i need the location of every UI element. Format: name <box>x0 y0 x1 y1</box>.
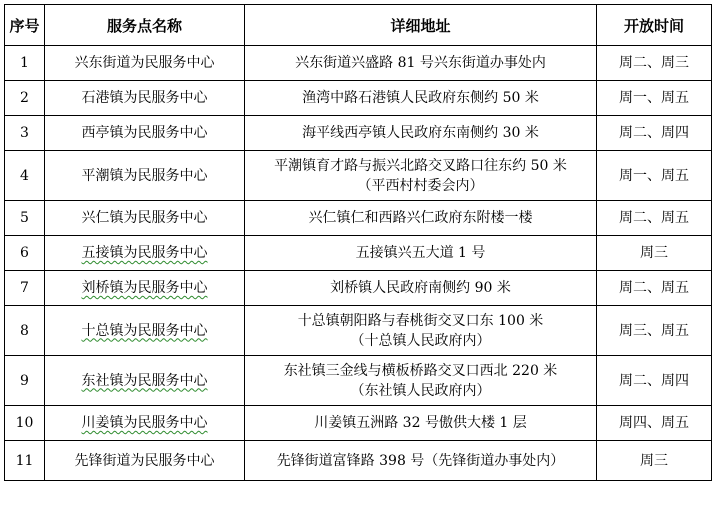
cell-address <box>245 406 597 441</box>
table-row <box>5 441 712 481</box>
address-line: （东社镇人民政府内） <box>350 382 491 399</box>
cell-address <box>245 356 597 406</box>
cell-no: 11 <box>5 441 45 481</box>
table-row <box>5 306 712 356</box>
table-row <box>5 236 712 271</box>
address-line: 十总镇朝阳路与春桃街交叉口东 100 米 <box>297 312 544 329</box>
cell-hours: 周二、周三 <box>597 46 712 81</box>
address-line: 海平线西亭镇人民政府东南侧约 30 米 <box>302 125 539 141</box>
service-point-name: 五接镇为民服务中心 <box>81 245 208 261</box>
cell-address <box>245 116 597 151</box>
table-row <box>5 406 712 441</box>
cell-name <box>45 356 245 406</box>
cell-hours: 周二、周四 <box>597 116 712 151</box>
service-point-name: 川姜镇为民服务中心 <box>81 415 208 431</box>
cell-name <box>45 236 245 271</box>
cell-no: 8 <box>5 306 45 356</box>
cell-hours: 周一、周五 <box>597 81 712 116</box>
service-point-name: 兴仁镇为民服务中心 <box>81 210 208 226</box>
address-line: 兴东街道兴盛路 81 号兴东街道办事处内 <box>295 55 546 71</box>
address-line: 兴仁镇仁和西路兴仁政府东附楼一楼 <box>308 210 533 226</box>
address-line: 平潮镇育才路与振兴北路交叉路口往东约 50 米 <box>274 157 567 174</box>
cell-no: 4 <box>5 151 45 201</box>
address-line: 渔湾中路石港镇人民政府东侧约 50 米 <box>302 90 539 106</box>
service-point-name: 石港镇为民服务中心 <box>81 90 208 106</box>
table-row <box>5 151 712 201</box>
cell-address <box>245 81 597 116</box>
cell-name <box>45 406 245 441</box>
address-line: 川姜镇五洲路 32 号傲供大楼 1 层 <box>314 415 527 431</box>
address-line: （平西村村委会内） <box>357 177 484 194</box>
cell-name <box>45 271 245 306</box>
table-row <box>5 116 712 151</box>
address-line: 五接镇兴五大道 1 号 <box>355 245 486 261</box>
cell-hours: 周三 <box>597 236 712 271</box>
header-no: 序号 <box>5 5 45 46</box>
cell-address <box>245 46 597 81</box>
service-point-name: 东社镇为民服务中心 <box>81 372 208 389</box>
header-row <box>5 5 712 46</box>
cell-no: 2 <box>5 81 45 116</box>
service-point-name: 平潮镇为民服务中心 <box>81 167 208 184</box>
service-points-table <box>4 4 712 481</box>
cell-no: 5 <box>5 201 45 236</box>
cell-hours: 周二、周五 <box>597 201 712 236</box>
header-address: 详细地址 <box>245 5 597 46</box>
cell-address <box>245 151 597 201</box>
cell-address <box>245 441 597 481</box>
cell-name <box>45 81 245 116</box>
address-line: 东社镇三金线与横板桥路交叉口西北 220 米 <box>283 362 558 379</box>
address-line: 刘桥镇人民政府南侧约 90 米 <box>330 280 511 296</box>
cell-no: 3 <box>5 116 45 151</box>
cell-no: 9 <box>5 356 45 406</box>
service-point-name: 先锋街道为民服务中心 <box>74 452 215 469</box>
cell-no: 6 <box>5 236 45 271</box>
service-point-name: 十总镇为民服务中心 <box>81 322 208 339</box>
cell-address <box>245 306 597 356</box>
table-row <box>5 46 712 81</box>
header-hours: 开放时间 <box>597 5 712 46</box>
service-point-name: 兴东街道为民服务中心 <box>74 55 215 71</box>
cell-name <box>45 116 245 151</box>
table-row <box>5 356 712 406</box>
cell-hours: 周二、周五 <box>597 271 712 306</box>
cell-no: 7 <box>5 271 45 306</box>
header-name: 服务点名称 <box>45 5 245 46</box>
cell-address <box>245 271 597 306</box>
cell-hours: 周二、周四 <box>597 356 712 406</box>
cell-no: 1 <box>5 46 45 81</box>
address-line: 先锋街道富锋路 398 号（先锋街道办事处内） <box>276 452 565 469</box>
cell-name <box>45 201 245 236</box>
table-row <box>5 271 712 306</box>
cell-name <box>45 151 245 201</box>
service-point-name: 刘桥镇为民服务中心 <box>81 280 208 296</box>
cell-hours: 周三、周五 <box>597 306 712 356</box>
table-row <box>5 81 712 116</box>
cell-hours: 周一、周五 <box>597 151 712 201</box>
cell-address <box>245 201 597 236</box>
service-point-name: 西亭镇为民服务中心 <box>81 125 208 141</box>
address-line: （十总镇人民政府内） <box>350 332 491 349</box>
cell-name <box>45 441 245 481</box>
cell-name <box>45 46 245 81</box>
cell-hours: 周四、周五 <box>597 406 712 441</box>
cell-hours: 周三 <box>597 441 712 481</box>
table-body <box>5 46 712 481</box>
cell-name <box>45 306 245 356</box>
table-row <box>5 201 712 236</box>
cell-no: 10 <box>5 406 45 441</box>
cell-address <box>245 236 597 271</box>
